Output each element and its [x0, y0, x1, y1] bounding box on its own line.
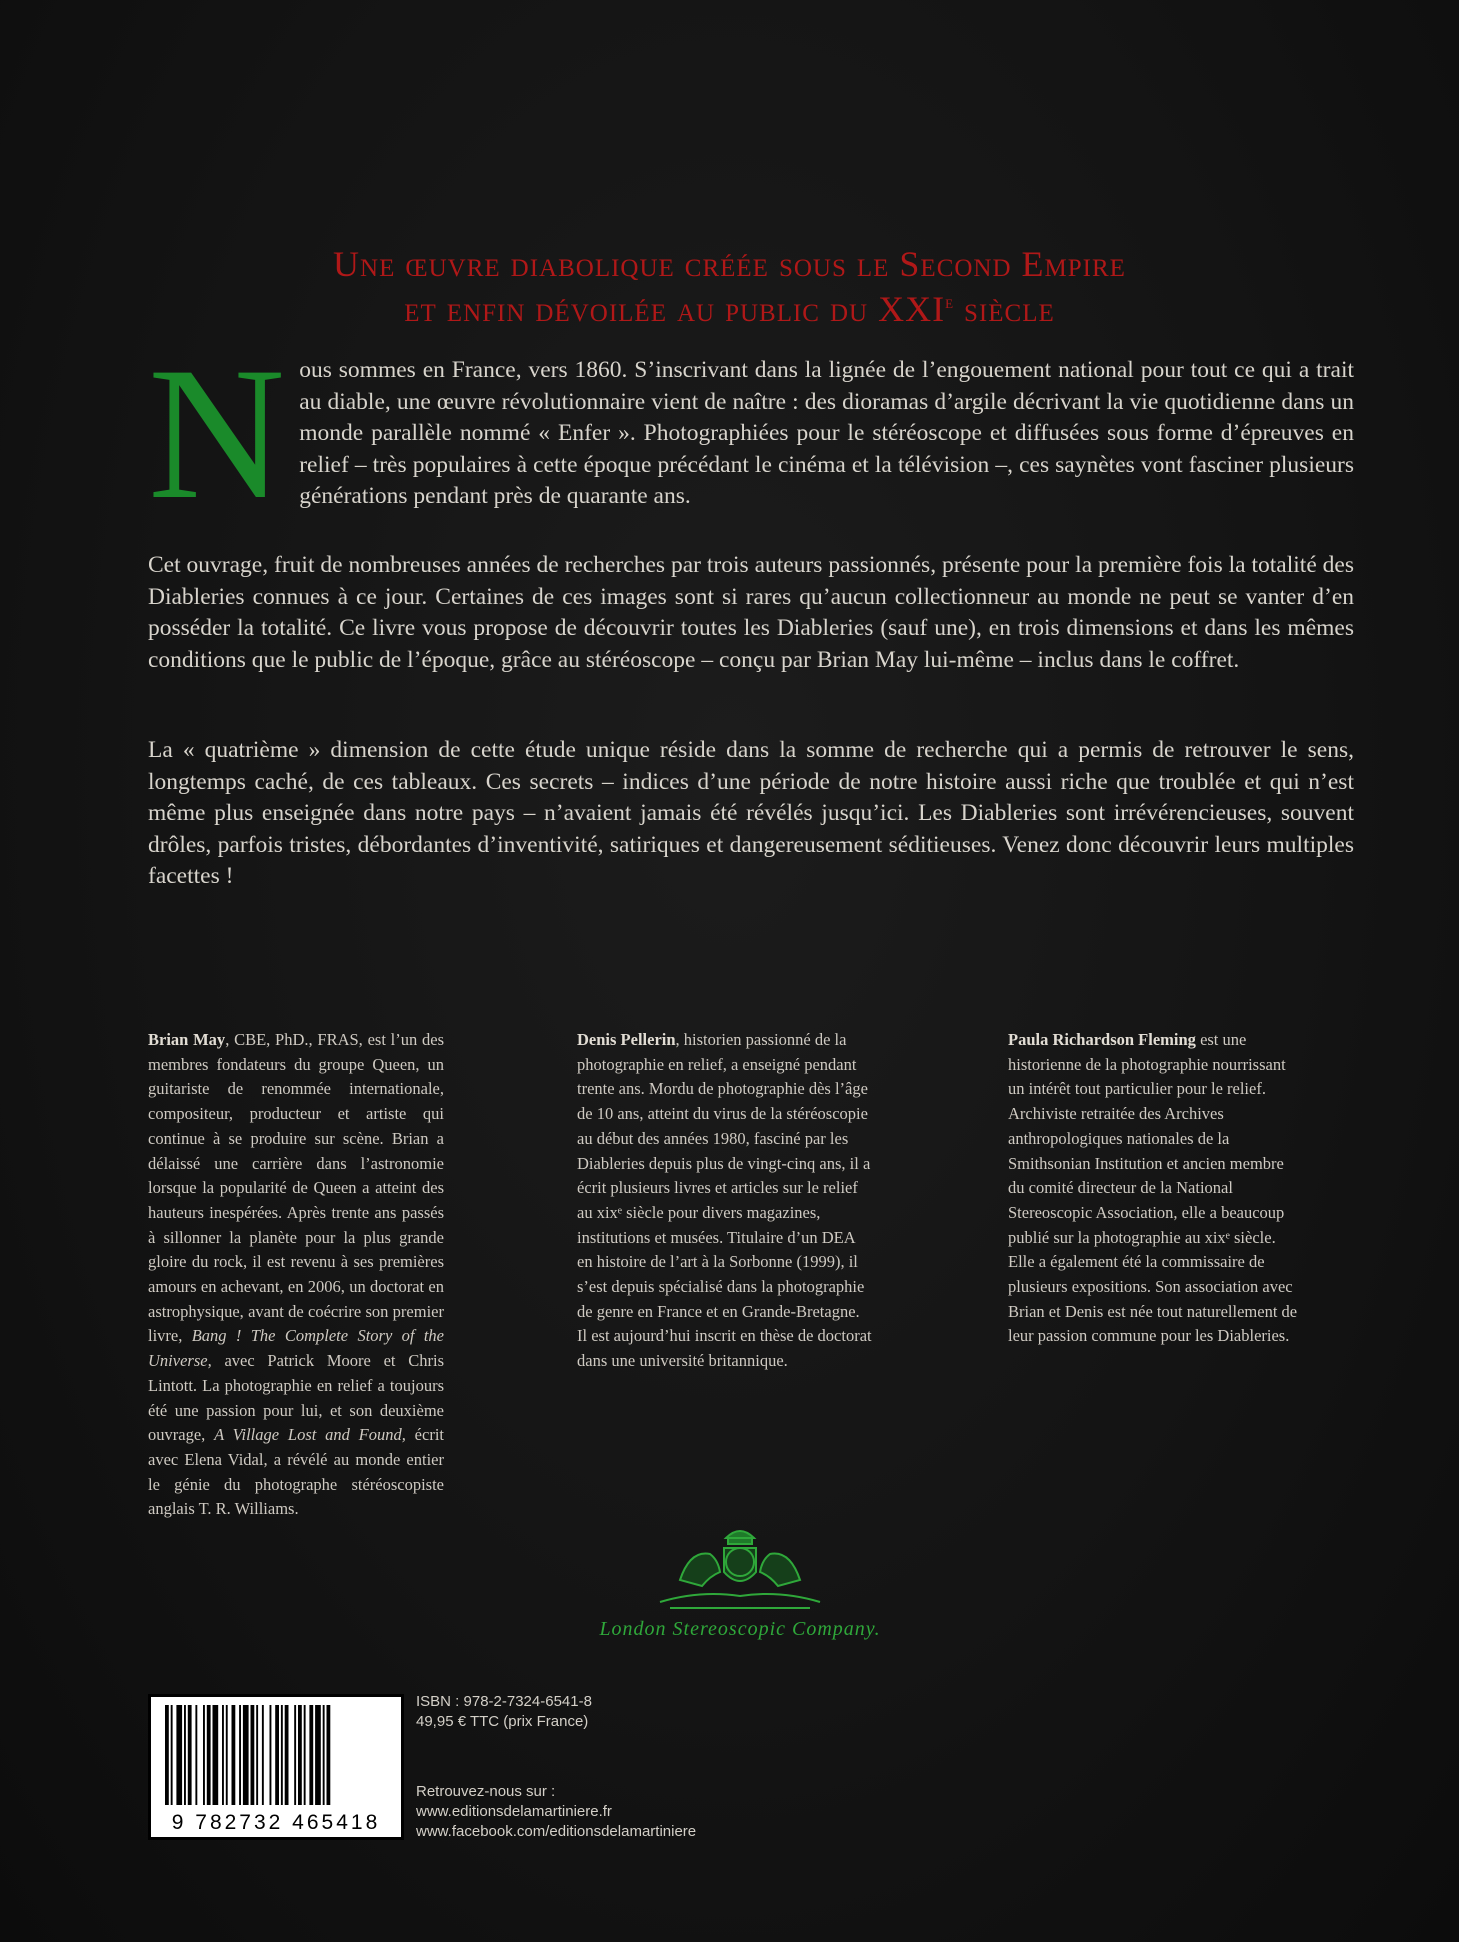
barcode-bar [232, 1705, 236, 1805]
barcode-number: 9 782732 465418 [151, 1811, 401, 1835]
barcode-bar [184, 1705, 186, 1805]
bio-brian-may [148, 1028, 444, 1522]
bio-text: avec Patrick Moore et Chris Lintott. La photographie en relief a toujours été une passion pour lui, et son deuxième ouvrage, [148, 1351, 444, 1445]
barcode-bar [270, 1705, 272, 1805]
bio-name: Denis Pellerin [577, 1030, 676, 1049]
barcode-bar [207, 1705, 211, 1805]
website-link[interactable]: www.editionsdelamartiniere.fr [416, 1803, 612, 1820]
bio-text: est une historienne de la photographie nourrissant un intérêt tout particulier pour le relief. Archiviste retraitée des Archives anthropologiques nationales de la Smithsonian Institution et ancien membre du comité directeur de la National Stereoscopic Association, elle a beaucoup publié sur la photographie au xixᵉ siècle. Elle a également été la commissaire de plusieurs expositions. Son association avec Brian et Denis est née tout naturellement de leur passion commune pour les Diableries. [1008, 1030, 1298, 1346]
publisher-info [416, 1692, 836, 1842]
barcode-bar [239, 1705, 241, 1805]
barcode-bar [281, 1705, 283, 1805]
barcode-bar [304, 1705, 306, 1805]
book-title: Bang ! The Complete Story of the Universe, [148, 1326, 444, 1371]
paragraph-3: La « quatrième » dimension de cette étude unique réside dans la somme de recherche qui a permis de retrouver le sens, longtemps caché, de ces tableaux. Ces secrets – indices d’une période de notre histoire aussi riche que troublée et qui n’est même plus enseignée dans notre pays – n’avaient jamais été révélés jusqu’ici. Les Diableries sont irrévérencieuses, souvent drôles, parfois tristes, débordantes d’inventivité, satiriques et dangereusement séditieuses. Venez donc découvrir leurs multiples facettes ! [148, 737, 1354, 889]
intro-paragraph [148, 329, 1354, 539]
barcode-bar [256, 1705, 258, 1805]
barcode-bar [315, 1705, 321, 1805]
heading-line-2-end: siècle [954, 289, 1055, 330]
barcode-bar [262, 1705, 264, 1805]
find-us-label: Retrouvez-nous sur : [416, 1783, 556, 1800]
facebook-link[interactable]: www.facebook.com/editionsdelamartiniere [416, 1823, 697, 1840]
barcode-bar [203, 1705, 205, 1805]
book-title: A Village Lost and Found, [214, 1425, 406, 1445]
heading-line-1: Une œuvre diabolique créée sous le Second Empire [333, 244, 1126, 285]
bio-name: Brian May [148, 1030, 226, 1049]
barcode-bar [195, 1705, 197, 1805]
intro-text: ous sommes en France, vers 1860. S’inscrivant dans la lignée de l’engouement national pour tout ce qui a trait au diable, une œuvre révolutionnaire vient de naître : des dioramas d’argile décrivant la vie quotidienne dans un monde parallèle nommé « Enfer ». Photographiées pour le stéréoscope et diffusées sous forme d’épreuves en relief – très populaires à cette époque précédant le cinéma et la télévision –, ces saynètes vont fasciner plusieurs générations pendant près de quarante ans. [299, 357, 1354, 509]
publisher-logo [590, 1520, 890, 1650]
barcode-bar [165, 1705, 169, 1805]
barcode-bar [222, 1705, 224, 1805]
barcode-bar [171, 1705, 173, 1805]
heading-line-2-text: et enfin dévoilée au public du XXI [404, 289, 946, 330]
paragraph-2: Cet ouvrage, fruit de nombreuses années de recherches par trois auteurs passionnés, présente pour la première fois la totalité des Diableries connues à ce jour. Certaines de ces images sont si rares qu’aucun collectionneur au monde ne peut se vanter d’en posséder la totalité. Ce livre vous propose de découvrir toutes les Diableries (sauf une), en trois dimensions et dans les mêmes conditions que le public de l’époque, grâce au stéréoscope – conçu par Brian May lui-même – inclus dans le coffret. [148, 552, 1354, 673]
barcode-bar [251, 1705, 255, 1805]
bio-denis-pellerin [577, 1028, 873, 1374]
barcode-bar [298, 1705, 302, 1805]
bio-text: , historien passionné de la photographie en relief, a enseigné pendant trente ans. Mordu de photographie dès l’âge de 10 ans, atteint du virus de la stéréoscopie au début des années 1980, fasciné par les Diableries depuis plus de vingt-cinq ans, il a écrit plusieurs livres et articles sur le relief au xixᵉ siècle pour divers magazines, institutions et musées. Titulaire d’un DEA en histoire de l’art à la Sorbonne (1999), il s’est depuis spécialisé dans la photographie de genre en France et en Grande-Bretagne. Il est aujourd’hui inscrit en thèse de doctorat dans une université britannique. [577, 1030, 872, 1371]
barcode-bar [275, 1705, 279, 1805]
barcode-bar [327, 1705, 331, 1805]
bio-text: écrit avec Elena Vidal, a révélé au monde entier le génie du photographe stéréoscopiste anglais T. R. Williams. [148, 1425, 444, 1519]
barcode-bars [151, 1697, 401, 1807]
barcode-bar [226, 1705, 228, 1805]
barcode-bar [188, 1705, 192, 1805]
price: 49,95 € TTC (prix France) [416, 1713, 589, 1730]
barcode-bar [243, 1705, 249, 1805]
barcode-bar [323, 1705, 325, 1805]
barcode-bar [285, 1705, 289, 1805]
bio-text: , CBE, PhD., FRAS, est l’un des membres fondateurs du groupe Queen, un guitariste de renommée internationale, compositeur, producteur et artiste qui continue à se produire sur scène. Brian a délaissé une carrière dans l’astronomie lorsque la popularité de Queen a atteint des hauteurs inespérées. Après trente ans passés à sillonner la planète pour la plus grande gloire du rock, il est revenu à ses premières amours en achevant, en 2006, un doctorat en astrophysique, avant de coécrire son premier livre, [148, 1030, 445, 1346]
barcode-bar [213, 1705, 219, 1805]
barcode [148, 1694, 404, 1840]
logo-text: London Stereoscopic Company. [599, 1618, 881, 1640]
cover-heading [0, 242, 1459, 332]
drop-cap: N [148, 329, 286, 539]
heading-line-2 [0, 287, 1459, 332]
bio-name: Paula Richardson Fleming [1008, 1030, 1196, 1049]
coat-of-arms-icon [640, 1520, 840, 1612]
barcode-bar [176, 1705, 182, 1805]
barcode-bar [294, 1705, 296, 1805]
isbn: ISBN : 978-2-7324-6541-8 [416, 1693, 592, 1710]
heading-superscript: e [945, 292, 955, 313]
bio-paula-richardson-fleming [1008, 1028, 1304, 1349]
barcode-bar [309, 1705, 313, 1805]
